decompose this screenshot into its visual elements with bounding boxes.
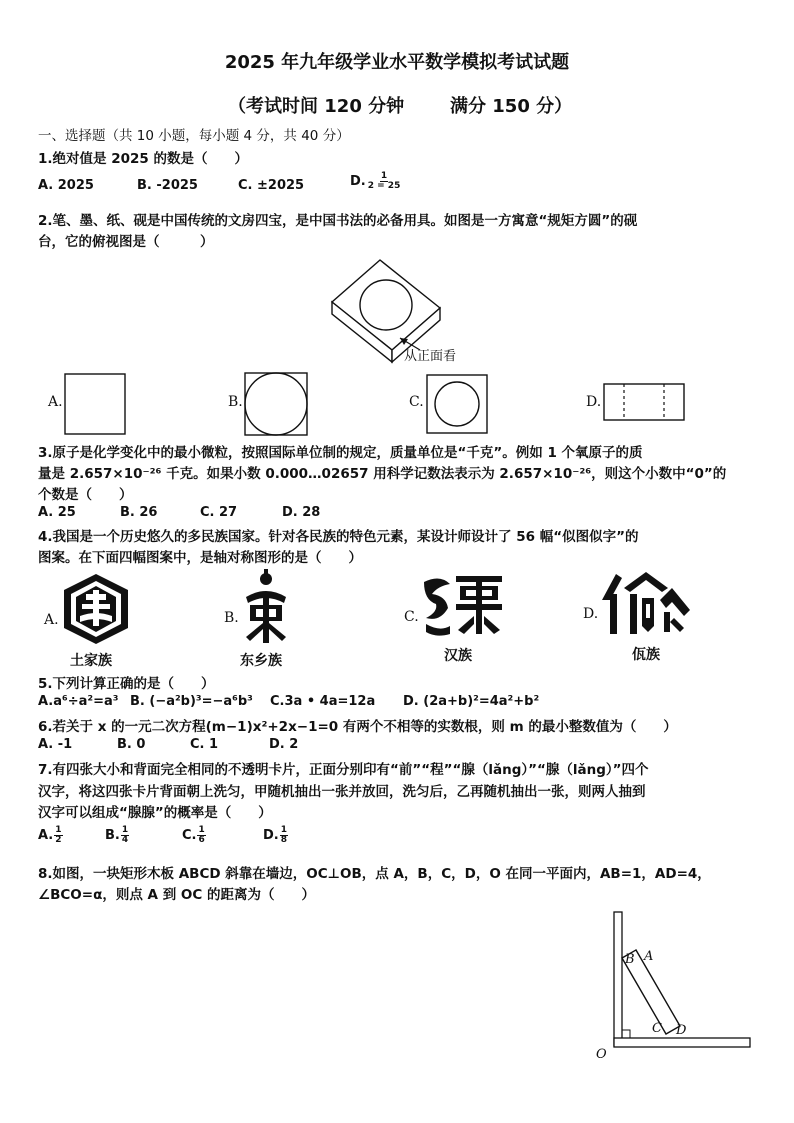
q8-ladder-figure xyxy=(592,908,758,1060)
q5-option-d[interactable]: D. (2a+b)²=4a²+b² xyxy=(403,694,540,709)
view-direction-label: 从正面看 xyxy=(404,349,457,364)
q3-option-c[interactable]: C. 27 xyxy=(200,505,238,520)
q1-option-b[interactable]: B. -2025 xyxy=(137,178,198,193)
q7-c-num: 1 xyxy=(198,825,205,835)
point-a-label: A xyxy=(644,949,654,964)
q8-line2: ∠BCO=α，则点 A 到 OC 的距离为（ ） xyxy=(38,887,315,903)
q3-line1: 3.原子是化学变化中的最小微粒，按照国际单位制的规定，质量单位是“千克”。例如 1 个氧原子的质 xyxy=(38,445,643,461)
q6-option-a[interactable]: A. -1 xyxy=(38,737,73,752)
q2-line1: 2.笔、墨、纸、砚是中国传统的文房四宝，是中国书法的必备用具。如图是一方寓意“规矩方圆”的砚 xyxy=(38,213,638,229)
q7-d-den: 8 xyxy=(280,835,287,845)
q5-option-a[interactable]: A.a⁶÷a²=a³ xyxy=(38,694,119,709)
q4-caption-c: 汉族 xyxy=(444,648,472,664)
q2-option-b-shape xyxy=(243,371,309,437)
point-c-label: C xyxy=(652,1021,662,1036)
q7-a-num: 1 xyxy=(55,825,62,835)
q4-option-b[interactable]: B. xyxy=(224,610,239,626)
q7-b-prefix: B. xyxy=(105,828,120,843)
q7-option-a[interactable] xyxy=(38,826,63,845)
q7-b-fraction xyxy=(121,826,129,845)
q6-option-d[interactable]: D. 2 xyxy=(269,737,299,752)
q7-option-c[interactable] xyxy=(182,826,206,845)
q7-a-fraction xyxy=(54,826,62,845)
dongxiang-pattern-icon xyxy=(238,567,294,647)
q1-option-c[interactable]: C. ±2025 xyxy=(238,178,305,193)
q7-d-prefix: D. xyxy=(263,828,279,843)
q6-option-c[interactable]: C. 1 xyxy=(190,737,219,752)
q1-d-den: 2 = 25 xyxy=(367,181,401,191)
q7-d-num: 1 xyxy=(280,825,287,835)
q7-b-den: 4 xyxy=(121,835,129,845)
q2-option-a-shape xyxy=(63,372,127,436)
q4-caption-d: 佤族 xyxy=(632,647,660,663)
q7-a-prefix: A. xyxy=(38,828,54,843)
q7-option-d[interactable] xyxy=(263,826,288,845)
q2-option-d[interactable]: D. xyxy=(586,394,602,410)
exam-score: 满分 150 分） xyxy=(450,96,573,117)
exam-time: （考试时间 120 分钟 xyxy=(228,96,405,117)
q3-option-a[interactable]: A. 25 xyxy=(38,505,76,520)
q5-stem: 5.下列计算正确的是（ ） xyxy=(38,676,215,692)
q2-option-c-shape xyxy=(425,373,489,435)
q6-option-b[interactable]: B. 0 xyxy=(117,737,146,752)
q1-d-num: 1 xyxy=(380,171,388,181)
point-d-label: D xyxy=(676,1023,687,1038)
wa-pattern-icon xyxy=(600,570,692,638)
q4-option-a[interactable]: A. xyxy=(44,612,59,628)
tujia-pattern-icon xyxy=(60,572,132,646)
q2-option-b[interactable]: B. xyxy=(228,394,243,410)
q3-line3: 个数是（ ） xyxy=(38,487,133,503)
q5-option-c[interactable]: C.3a • 4a=12a xyxy=(270,694,376,709)
exam-title: 2025 年九年级学业水平数学模拟考试试题 xyxy=(224,52,570,73)
q7-c-den: 6 xyxy=(198,835,205,845)
q1-option-a[interactable]: A. 2025 xyxy=(38,178,94,193)
q2-option-a[interactable]: A. xyxy=(48,394,63,410)
q7-c-fraction xyxy=(197,826,205,845)
q7-b-num: 1 xyxy=(121,825,129,835)
q7-line3: 汉字可以组成“腺腺”的概率是（ ） xyxy=(38,805,272,821)
q4-caption-b: 东乡族 xyxy=(240,653,282,669)
q3-option-b[interactable]: B. 26 xyxy=(120,505,158,520)
q4-option-c[interactable]: C. xyxy=(404,609,419,625)
point-b-label: B xyxy=(625,952,635,967)
point-o-label: O xyxy=(596,1047,607,1060)
q4-line1: 4.我国是一个历史悠久的多民族国家。针对各民族的特色元素，某设计师设计了 56 幅“似图似字”的 xyxy=(38,529,639,545)
q1-stem: 1.绝对值是 2025 的数是（ ） xyxy=(38,151,248,167)
q1-option-d-fraction xyxy=(367,172,402,191)
section-heading: 一、选择题（共 10 小题，每小题 4 分，共 40 分） xyxy=(38,128,350,144)
q3-option-d[interactable]: D. 28 xyxy=(282,505,321,520)
q8-line1: 8.如图，一块矩形木板 ABCD 斜靠在墙边，OC⊥OB，点 A，B，C，D，O 在同一平面内，AB=1，AD=4， xyxy=(38,866,711,882)
q6-stem: 6.若关于 x 的一元二次方程(m−1)x²+2x−1=0 有两个不相等的实数根，则 m 的最小整数值为（ ） xyxy=(38,719,677,735)
q2-option-d-shape xyxy=(602,382,686,422)
q7-line2: 汉字，将这四张卡片背面朝上洗匀，甲随机抽出一张并放回，洗匀后，乙再随机抽出一张，则两人抽到 xyxy=(38,784,646,800)
q1-option-d-prefix: D. xyxy=(350,174,366,189)
q7-line1: 7.有四张大小和背面完全相同的不透明卡片，正面分别印有“前”“程”“腺（lǎng）”“腺（lǎng）”四个 xyxy=(38,762,649,778)
q7-a-den: 2 xyxy=(55,835,62,845)
han-pattern-icon xyxy=(420,572,506,638)
q5-option-b[interactable]: B. (−a²b)³=−a⁶b³ xyxy=(130,694,253,709)
q4-option-d[interactable]: D. xyxy=(583,606,599,622)
q1-option-d[interactable] xyxy=(350,172,401,191)
q7-option-b[interactable] xyxy=(105,826,129,845)
q7-d-fraction xyxy=(280,826,288,845)
q7-c-prefix: C. xyxy=(182,828,197,843)
q2-option-c[interactable]: C. xyxy=(409,394,424,410)
q4-caption-a: 土家族 xyxy=(70,653,112,669)
q3-line2: 量是 2.657×10⁻²⁶ 千克。如果小数 0.000…02657 用科学记数法表示为 2.657×10⁻²⁶，则这个小数中“0”的 xyxy=(38,466,727,482)
q2-line2: 台，它的俯视图是（ ） xyxy=(38,234,214,250)
q4-line2: 图案。在下面四幅图案中，是轴对称图形的是（ ） xyxy=(38,550,362,566)
